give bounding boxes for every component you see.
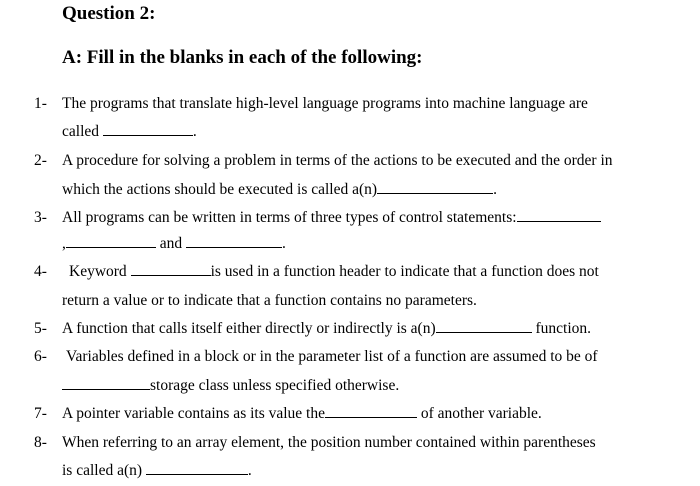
question-number: 5-	[34, 320, 47, 337]
question-continuation	[62, 123, 197, 141]
question-text: called	[62, 123, 100, 140]
answer-blank[interactable]	[517, 209, 601, 222]
question-text: A procedure for solving a problem in terms of the actions to be executed and the order in	[62, 152, 613, 169]
conjunction: and	[159, 235, 183, 252]
question-text-line	[62, 320, 591, 338]
question-number: 3-	[34, 209, 47, 226]
question-text: All programs can be written in terms of three types of control statements:	[62, 209, 517, 226]
punctuation: ,	[62, 235, 66, 252]
answer-blank[interactable]	[377, 181, 493, 194]
question-number: 6-	[34, 348, 47, 365]
answer-blank[interactable]	[62, 377, 150, 390]
answer-blank[interactable]	[131, 263, 211, 276]
question-heading: Question 2:	[62, 3, 156, 24]
question-text: A function that calls itself either directly or indirectly is a(n)	[62, 320, 436, 337]
question-continuation	[62, 377, 399, 395]
answer-blank[interactable]	[146, 462, 248, 475]
question-continuation	[62, 235, 286, 253]
punctuation: .	[282, 235, 286, 252]
question-text: The programs that translate high-level language programs into machine language are	[62, 95, 588, 112]
answer-blank[interactable]	[103, 123, 193, 136]
question-text: Keyword	[69, 263, 127, 280]
question-text-line	[62, 209, 601, 227]
question-text: storage class unless specified otherwise.	[150, 377, 400, 394]
question-text: of another variable.	[420, 405, 542, 422]
question-text: which the actions should be executed is called a(n)	[62, 181, 378, 198]
punctuation: .	[192, 123, 197, 140]
question-number: 1-	[34, 95, 47, 112]
question-text: Variables defined in a block or in the parameter list of a function are assumed to be of	[66, 348, 598, 365]
question-text: is called a(n)	[62, 462, 143, 479]
question-text-line	[69, 263, 599, 281]
question-number: 8-	[34, 434, 47, 451]
punctuation: .	[493, 181, 497, 198]
question-text-line	[62, 405, 542, 423]
question-text: is used in a function header to indicate that a function does not	[210, 263, 599, 280]
question-continuation	[62, 181, 497, 199]
section-title: A: Fill in the blanks in each of the following:	[62, 47, 423, 68]
question-number: 2-	[34, 152, 47, 169]
question-number: 4-	[34, 263, 47, 280]
answer-blank[interactable]	[325, 405, 417, 418]
question-number: 7-	[34, 405, 47, 422]
punctuation: .	[247, 462, 252, 479]
question-text: function.	[535, 320, 592, 337]
answer-blank[interactable]	[436, 320, 532, 333]
answer-blank[interactable]	[186, 235, 282, 248]
question-continuation: return a value or to indicate that a function contains no parameters.	[62, 292, 477, 309]
question-continuation	[62, 462, 252, 480]
question-text: When referring to an array element, the position number contained within parentheses	[62, 434, 596, 451]
question-text: A pointer variable contains as its value the	[62, 405, 325, 422]
answer-blank[interactable]	[66, 235, 156, 248]
